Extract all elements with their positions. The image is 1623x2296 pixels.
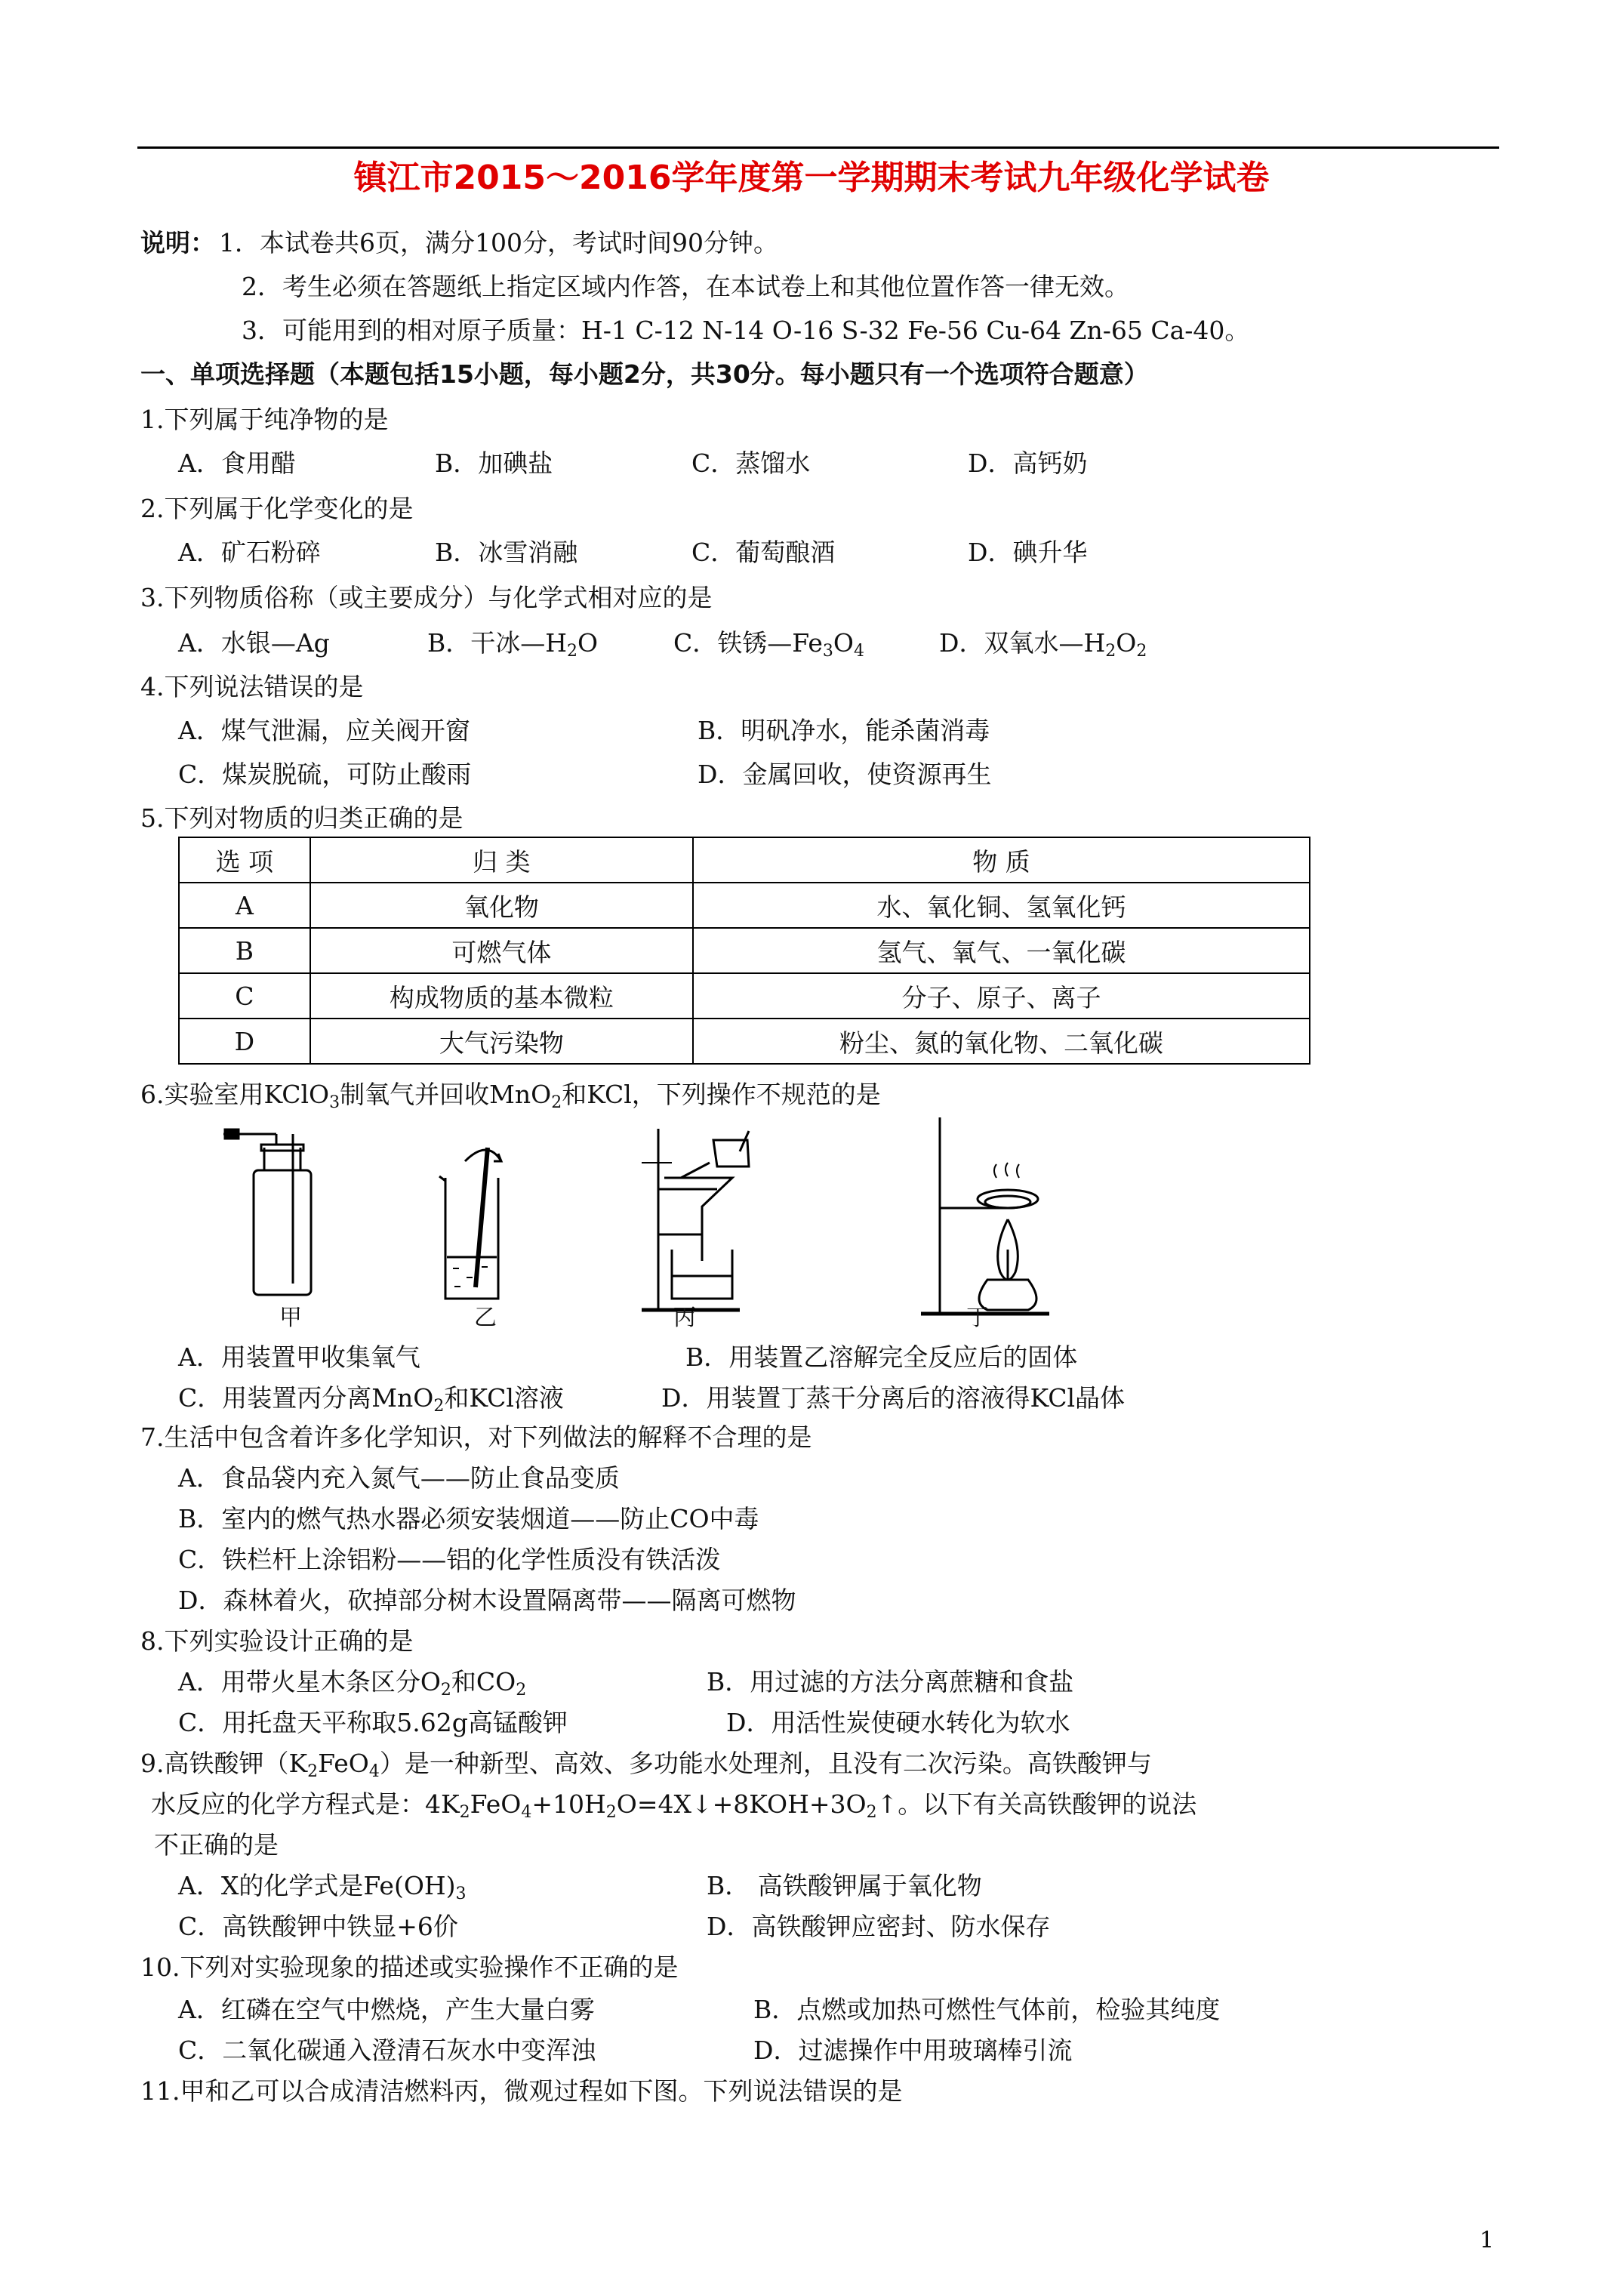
table-row (179, 973, 1310, 1019)
table-cell: D (179, 1019, 310, 1064)
table-header-cell: 物 质 (693, 837, 1310, 883)
q7-option-b: B．室内的燃气热水器必须安装烟道——防止CO中毒 (178, 1504, 759, 1533)
q2-option-d: D．碘升华 (968, 538, 1088, 567)
evaporation-setup-icon (921, 1117, 1049, 1314)
q8-option-a: A．用带火星木条区分$O_2$和$CO_2$ (178, 1667, 527, 1700)
q6-option-d: D．用装置丁蒸干分离后的溶液得KCl晶体 (661, 1383, 1126, 1413)
q10-option-a: A．红磷在空气中燃烧，产生大量白雾 (178, 1995, 595, 2024)
q2-stem: 2.下列属于化学变化的是 (140, 494, 414, 523)
q9-stem-line-2: 水反应的化学方程式是：$4K_2FeO_4+10H_2O=4X↓+8KOH+3O_2↑$。以下有关高铁酸钾的说法 (151, 1789, 1197, 1822)
header-rule (137, 146, 1499, 149)
q9-option-c: C．高铁酸钾中铁显+6价 (178, 1912, 458, 1941)
q9-option-d: D．高铁酸钾应密封、防水保存 (707, 1912, 1051, 1941)
q1-stem: 1.下列属于纯净物的是 (140, 405, 389, 434)
q8-option-b: B．用过滤的方法分离蔗糖和食盐 (707, 1667, 1074, 1697)
q10-option-c: C．二氧化碳通入澄清石灰水中变浑浊 (178, 2036, 596, 2065)
q8-option-d: D．用活性炭使硬水转化为软水 (726, 1708, 1070, 1737)
exam-title: 镇江市2015～2016学年度第一学期期末考试九年级化学试卷 (353, 159, 1270, 197)
q8-option-c: C．用托盘天平称取5.62g高锰酸钾 (178, 1708, 568, 1737)
table-cell: A (179, 883, 310, 928)
q2-option-b: B．冰雪消融 (435, 538, 578, 567)
q7-option-d: D．森林着火，砍掉部分树木设置隔离带——隔离可燃物 (178, 1586, 796, 1615)
table-cell: 大气污染物 (310, 1019, 693, 1064)
q6-option-a: A．用装置甲收集氧气 (178, 1342, 420, 1372)
note-3: 3．可能用到的相对原子质量：H-1 C-12 N-14 O-16 S-32 Fe-56 Cu-64 Zn-65 Ca-40。 (242, 316, 1250, 345)
q8-stem: 8.下列实验设计正确的是 (140, 1626, 414, 1656)
q3-option-d: D．双氧水$—H_2O_2$ (939, 628, 1147, 661)
q1-option-c: C．蒸馏水 (691, 448, 811, 478)
filtration-setup-icon (642, 1129, 749, 1310)
table-row (179, 928, 1310, 973)
q10-stem: 10.下列对实验现象的描述或实验操作不正确的是 (140, 1952, 679, 1982)
q1-option-b: B．加碘盐 (435, 448, 553, 478)
q7-stem: 7.生活中包含着许多化学知识，对下列做法的解释不合理的是 (140, 1422, 812, 1452)
notes-label: 说明： (140, 228, 215, 257)
q10-option-b: B．点燃或加热可燃性气体前，检验其纯度 (753, 1995, 1221, 2024)
q4-option-a: A．煤气泄漏，应关阀开窗 (178, 716, 470, 745)
note-2: 2．考生必须在答题纸上指定区域内作答，在本试卷上和其他位置作答一律无效。 (242, 272, 1129, 301)
q4-stem: 4.下列说法错误的是 (140, 672, 364, 701)
apparatus-label-ding: 丁 (966, 1305, 989, 1331)
gas-collection-bottle-icon (223, 1130, 311, 1295)
q11-stem: 11.甲和乙可以合成清洁燃料丙，微观过程如下图。下列说法错误的是 (140, 2076, 903, 2106)
q9-stem-line-1: 9.高铁酸钾$(K_2FeO_4)$是一种新型、高效、多功能水处理剂，且没有二次污染。高铁酸钾与 (140, 1749, 1152, 1781)
q3-option-b: B．干冰$—H_2O$ (427, 628, 599, 661)
q5-classification-table (178, 837, 1310, 1065)
apparatus-label-bing: 丙 (673, 1305, 696, 1331)
table-cell: 氢气、氧气、一氧化碳 (693, 928, 1310, 973)
q3-option-a: A．水银—Ag (178, 628, 330, 658)
q6-option-b: B．用装置乙溶解完全反应后的固体 (685, 1342, 1078, 1372)
q9-stem-line-3: 不正确的是 (154, 1830, 279, 1860)
note-1: 1．本试卷共6页，满分100分，考试时间90分钟。 (219, 228, 778, 257)
apparatus-label-jia: 甲 (279, 1305, 302, 1331)
section-1-heading: 一、单项选择题（本题包括15小题，每小题2分，共30分。每小题只有一个选项符合题意） (140, 359, 1149, 389)
table-cell: 可燃气体 (310, 928, 693, 973)
beaker-stirring-icon (439, 1148, 501, 1299)
page-number: 1 (1480, 2227, 1495, 2254)
q4-option-b: B．明矾净水，能杀菌消毒 (698, 716, 990, 745)
table-cell: 水、氧化铜、氢氧化钙 (693, 883, 1310, 928)
q3-stem: 3.下列物质俗称（或主要成分）与化学式相对应的是 (140, 583, 713, 612)
q9-option-b: B． 高铁酸钾属于氧化物 (707, 1871, 982, 1900)
apparatus-label-yi: 乙 (474, 1305, 497, 1331)
q2-option-c: C．葡萄酿酒 (691, 538, 836, 567)
q4-option-c: C．煤炭脱硫，可防止酸雨 (178, 760, 472, 789)
q7-option-a: A．食品袋内充入氮气——防止食品变质 (178, 1463, 620, 1493)
q1-option-d: D．高钙奶 (968, 448, 1088, 478)
q9-option-a: A．X的化学式是$Fe(OH)_3$ (178, 1871, 467, 1903)
table-header-cell: 选 项 (179, 837, 310, 883)
q1-option-a: A．食用醋 (178, 448, 296, 478)
lab-apparatus-figure (219, 1117, 1125, 1367)
table-row (179, 1019, 1310, 1064)
table-cell: 粉尘、氮的氧化物、二氧化碳 (693, 1019, 1310, 1064)
q3-option-c: C．铁锈$—Fe_3O_4$ (673, 628, 864, 661)
table-header-row (179, 837, 1310, 883)
q5-stem: 5.下列对物质的归类正确的是 (140, 803, 463, 833)
q10-option-d: D．过滤操作中用玻璃棒引流 (753, 2036, 1073, 2065)
table-cell: 分子、原子、离子 (693, 973, 1310, 1019)
table-header-cell: 归 类 (310, 837, 693, 883)
q2-option-a: A．矿石粉碎 (178, 538, 321, 567)
table-cell: 构成物质的基本微粒 (310, 973, 693, 1019)
q4-option-d: D．金属回收，使资源再生 (698, 760, 992, 789)
table-row (179, 883, 1310, 928)
q7-option-c: C．铁栏杆上涂铝粉——铝的化学性质没有铁活泼 (178, 1545, 721, 1574)
table-cell: 氧化物 (310, 883, 693, 928)
table-cell: B (179, 928, 310, 973)
q6-stem: 6.实验室用KClO$_3$制氧气并回收MnO$_2$和KCl，下列操作不规范的是 (140, 1080, 881, 1112)
q6-option-c: C．用装置丙分离MnO$_2$和KCl溶液 (178, 1383, 564, 1416)
table-cell: C (179, 973, 310, 1019)
